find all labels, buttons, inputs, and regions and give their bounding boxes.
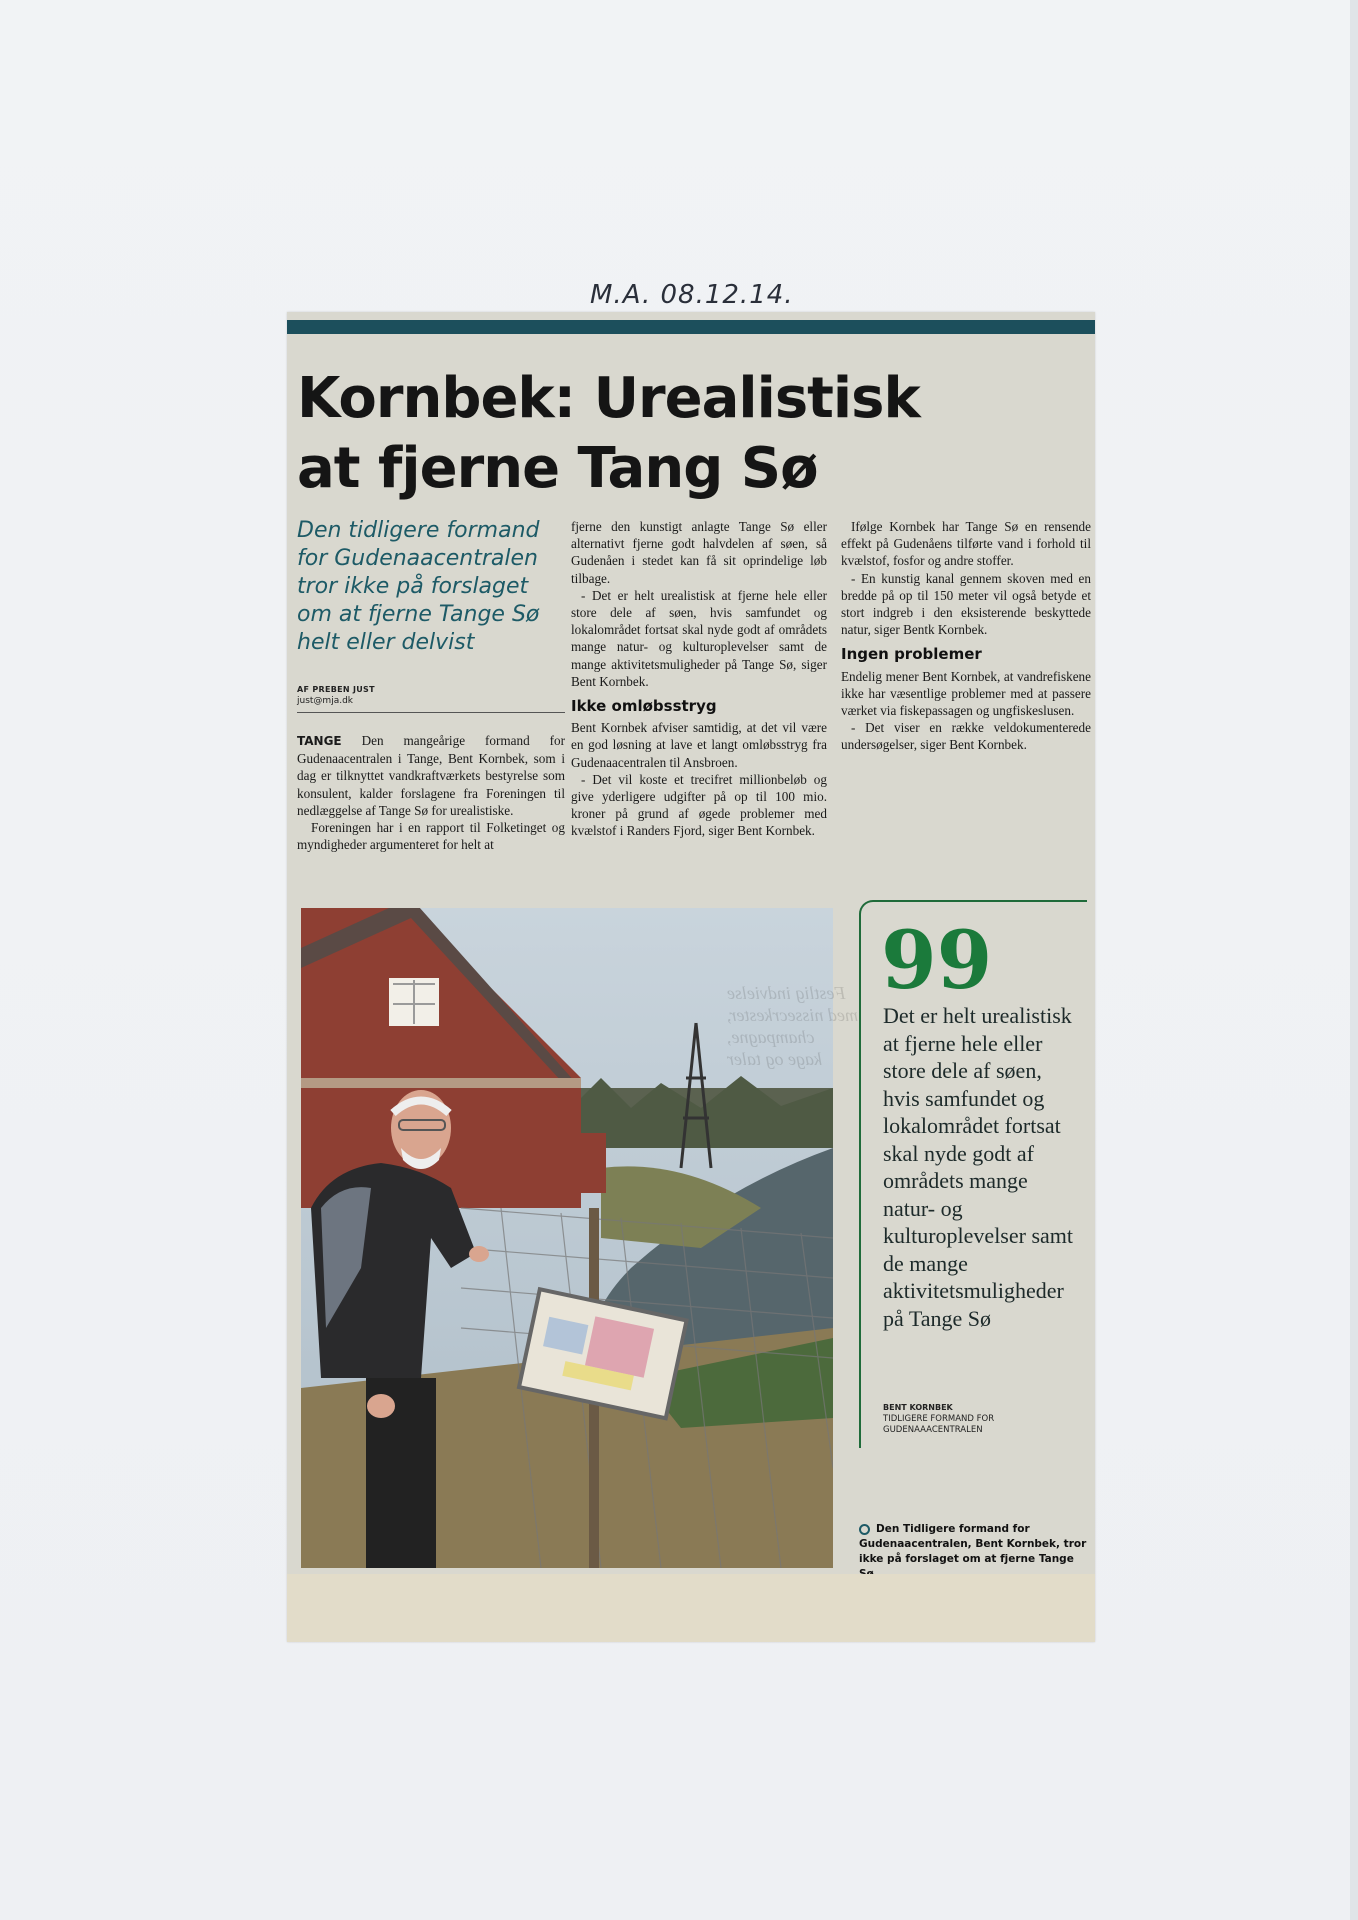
pull-quote-text: Det er helt urealistisk at fjerne hele eller store dele af søen, hvis samfundet og lokalområdet fortsat skal nyde godt af områdets mange natur- og kulturoplevelser samt de mange aktivitetsmuligheder på Tange Sø: [883, 1003, 1074, 1331]
newspaper-clipping: [287, 312, 1095, 1642]
sheet-edge: [1350, 0, 1358, 1920]
bleed-through-text: Festlig indvielse med nissecrkester, champagne, kage og taler: [727, 983, 858, 1069]
column2-paragraph-3: Bent Kornbek afviser samtidig, at det vil være en god løsning at lave et langt omløbsstryg fra Gudenaacentralen til Ansbroen.: [571, 720, 827, 770]
handwritten-date-note: M.A. 08.12.14.: [590, 280, 794, 310]
byline-rule: [297, 712, 565, 713]
column3-paragraph-3: Endelig mener Bent Kornbek, at vandrefiskene ikke har væsentlige problemer med at passere værket via fiskepassagen og ungfiskeslusen.: [841, 668, 1091, 719]
column3-paragraph-4: - Det viser en række veldokumenterede undersøgelser, siger Bent Kornbek.: [841, 720, 1091, 753]
headline-line-2: at fjerne Tang Sø: [297, 436, 818, 501]
pull-quote-attribution: [883, 1402, 994, 1436]
column1-paragraph-1: Den mangeårige formand for Gudenaacentralen i Tange, Bent Kornbek, som i dag er tilknyttet vandkraftværkets bestyrelse som konsulent, kalder forslagene fra Foreningen til nedlæggelse af Tange Sø for urealistiske.: [297, 733, 566, 818]
column2-paragraph-4: - Det vil koste et trecifret millionbeløb og give yderligere udgifter på op til 100 mio. kroner på grund af øgede problemer med kvælstof i Randers Fjord, siger Bent Kornbek.: [571, 771, 827, 839]
caption-text: Den Tidligere formand for Gudenaacentralen, Bent Kornbek, tror ikke på forslaget om at fjerne Tange: [859, 1523, 1087, 1565]
article-column-3: [841, 518, 1091, 754]
byline-author: AF PREBEN JUST: [297, 685, 375, 694]
byline-email: just@mja.dk: [297, 696, 353, 706]
column3-paragraph-1: Ifølge Kornbek har Tange Sø en rensende effekt på Gudenåens tilførte vand i forhold til kvælstof, fosfor og andre stoffer.: [841, 519, 1091, 569]
photo-caption: [859, 1522, 1087, 1582]
quote-title-2: GUDENAAACENTRALEN: [883, 1425, 983, 1435]
pull-quote-box: [859, 900, 1087, 1448]
column2-paragraph-2: - Det er helt urealistisk at fjerne hele eller store dele af søen, hvis samfundet og lokalområdet fortsat skal nyde godt af områdets mange natur- og kulturoplevelser samt de mange aktivitetsmuligheder på Tange Sø, siger Bent Kornbek.: [571, 587, 827, 689]
column1-paragraph-2: Foreningen har i en rapport til Folketinget og myndigheder argumenteret for helt at: [297, 820, 565, 853]
article-column-2: [571, 518, 827, 840]
quote-name: BENT KORNBEK: [883, 1403, 953, 1412]
clipping-bottom-strip: [287, 1574, 1095, 1642]
subhead-ikke-omlobsstryg: Ikke omløbsstryg: [571, 697, 717, 716]
byline: [297, 684, 375, 707]
column3-paragraph-2: - En kunstig kanal gennem skoven med en bredde på op til 150 meter vil også betyde et stort indgreb i den eksisterende beskyttede natur, siger Bentk Kornbek.: [841, 570, 1091, 638]
deck-subtitle: Den tidligere formand for Gudenaacentralen tror ikke på forslaget om at fjerne Tange Sø helt eller delvist: [297, 518, 540, 655]
subhead-ingen-problemer: Ingen problemer: [841, 645, 982, 664]
column2-paragraph-1: fjerne den kunstigt anlagte Tange Sø eller alternativt fjerne godt halvdelen af søen, så Gudenåen i stedet kan få sit oprindelige løb tilbage.: [571, 519, 827, 586]
article-column-1: [297, 732, 565, 853]
headline-line-1: Kornbek: Urealistisk: [297, 366, 920, 431]
headline: [297, 364, 920, 504]
top-color-bar: [287, 320, 1095, 334]
dateline: TANGE: [297, 734, 342, 748]
quote-mark-icon: 99: [881, 913, 993, 1007]
caption-bullet-icon: [859, 1524, 870, 1535]
quote-title-1: TIDLIGERE FORMAND FOR: [883, 1414, 995, 1424]
